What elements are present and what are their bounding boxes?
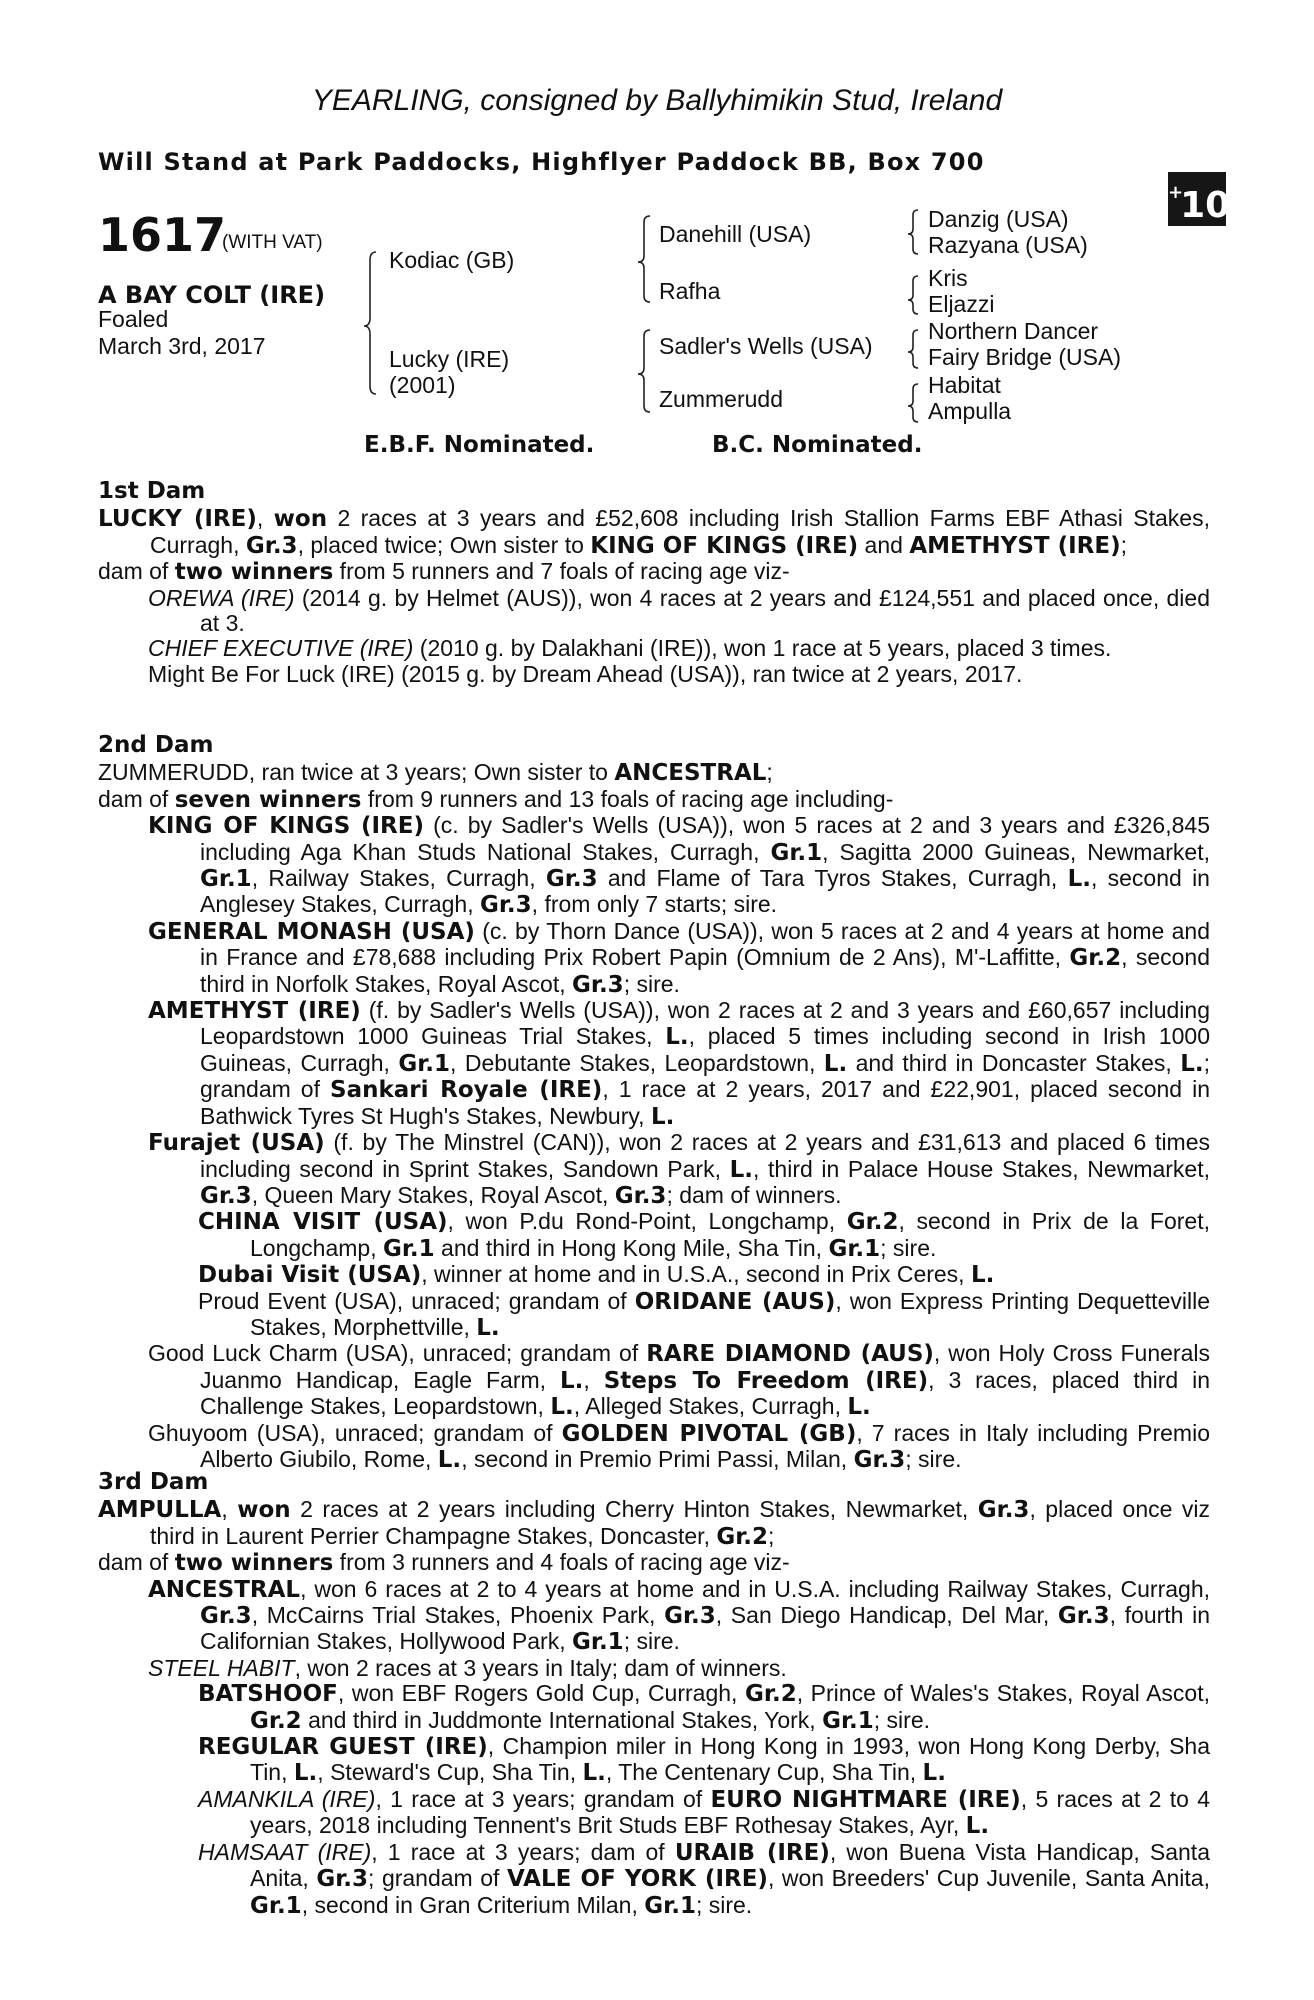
sh-name: STEEL HABIT [148, 1654, 295, 1681]
brace-gen1 [364, 252, 376, 394]
ham-uraib: URAIB (IRE) [674, 1839, 830, 1866]
bat-t1: , won EBF Rogers Gold Cup, Curragh, [337, 1680, 746, 1707]
gl-t5: , Alleged Stakes, Curragh, [573, 1393, 848, 1420]
am-t2: , placed 5 times including second in Irish 1000 Guineas, Curragh, [200, 1023, 1210, 1076]
foaled-date: March 3rd, 2017 [98, 333, 266, 359]
ham-g3: Gr.1 [644, 1892, 696, 1919]
gl-t3: , [583, 1366, 604, 1393]
lucky-amethyst: AMETHYST (IRE) [909, 532, 1121, 559]
an-g3: Gr.3 [1057, 1603, 1110, 1630]
cv-g3: Gr.1 [828, 1235, 881, 1262]
kok-t3: , Railway Stakes, Curragh, [251, 865, 546, 892]
lucky-grade: Gr.3 [245, 532, 298, 559]
ham-t6: ; sire. [695, 1891, 753, 1918]
ham-g1: Gr.3 [316, 1866, 369, 1893]
damof-a: dam of [98, 785, 175, 812]
am-t1: (f. by Sadler's Wells (USA)), won 2 races at 2 and 3 years and £60,657 including Leopardstown 1000 Guineas Trial Stakes, [200, 997, 1210, 1050]
fu-g2: Gr.3 [614, 1182, 667, 1209]
rg-t1: , Champion miler in Hong Kong in 1993, won Hong Kong Derby, Sha Tin, [250, 1733, 1210, 1786]
am-g1: Gr.1 [398, 1050, 451, 1077]
gm-t2: , second third in Norfolk Stakes, Royal Ascot, [200, 944, 1211, 997]
first-dam-heading: 1st Dam [98, 478, 206, 504]
rg-t3: , The Centenary Cup, Sha Tin, [605, 1759, 923, 1786]
damof-b: two winners [174, 559, 334, 586]
brace-gen3-4 [908, 384, 918, 422]
cv-name: CHINA VISIT (USA) [198, 1209, 448, 1236]
consignor-line: YEARLING, consigned by Ballyhimikin Stud, Ireland [311, 84, 1003, 117]
stand-location: Will Stand at Park Paddocks, Highflyer Paddock BB, Box 700 [98, 148, 985, 176]
bc-nominated: B.C. Nominated. [712, 432, 923, 458]
first-dam-section [98, 479, 1210, 687]
regular-guest-entry [98, 1734, 1210, 1787]
sh-t: , won 2 races at 3 years in Italy; dam of winners. [294, 1654, 787, 1681]
zum-a: ZUMMERUDD, ran twice at 3 years; Own sister to [98, 759, 615, 786]
rg-l2: L. [582, 1760, 606, 1787]
gl-t1: Good Luck Charm (USA), unraced; grandam of [148, 1340, 647, 1367]
an-name: ANCESTRAL [148, 1576, 301, 1603]
amk-name: AMANKILA (IRE) [198, 1785, 376, 1812]
brace-gen3-1 [908, 210, 918, 254]
gm-entry [98, 919, 1210, 998]
badge-plus: + [1168, 182, 1184, 203]
brace-gen2-sire [638, 216, 650, 302]
amp-name: AMPULLA [98, 1497, 222, 1524]
brace-gen3-3 [908, 330, 918, 368]
damof-c: from 3 runners and 4 foals of racing age viz- [333, 1549, 790, 1576]
kok-t2: , Sagitta 2000 Guineas, Newmarket, [822, 838, 1210, 865]
pe-l: L. [476, 1314, 500, 1341]
second-dam-produce [98, 787, 1210, 813]
orewa-text: (2014 g. by Helmet (AUS)), won 4 races at 2 years and £124,551 and placed once, died at 3. [200, 584, 1210, 637]
lucky-text-2: , placed twice; Own sister to [297, 531, 591, 558]
amethyst-entry [98, 998, 1210, 1130]
second-dam-section [98, 733, 1210, 1473]
pedigree-sire-sire: Danehill (USA) [659, 221, 812, 247]
rg-name: REGULAR GUEST (IRE) [198, 1734, 488, 1761]
am-t4: and third in Doncaster Stakes, [847, 1049, 1181, 1076]
lucky-kok: KING OF KINGS (IRE) [590, 532, 859, 559]
amp-t1: 2 races at 2 years including Cherry Hinton Stakes, Newmarket, [290, 1496, 978, 1523]
amp-won: won [237, 1497, 291, 1524]
gm-g2: Gr.3 [572, 971, 624, 998]
pedigree-sss: Danzig (USA) [928, 206, 1069, 232]
dubai-visit-entry [98, 1262, 1210, 1288]
fu-t3: , Queen Mary Stakes, Royal Ascot, [251, 1181, 615, 1208]
bat-t3: and third in Juddmonte International Stakes, York, [301, 1706, 823, 1733]
amp-g1: Gr.3 [977, 1497, 1030, 1524]
an-t2: , McCairns Trial Stakes, Phoenix Park, [251, 1602, 665, 1629]
fu-t4: ; dam of winners. [666, 1181, 842, 1208]
pedigree-sds: Kris [928, 265, 968, 291]
fu-name: Furajet (USA) [148, 1130, 325, 1157]
gh-name: GOLDEN PIVOTAL (GB) [561, 1420, 857, 1447]
gl-l3: L. [847, 1394, 871, 1421]
damof-a: dam of [98, 558, 175, 585]
an-t4: , fourth in Californian Stakes, Hollywood Park, [200, 1602, 1211, 1655]
gm-t3: ; sire. [623, 970, 680, 997]
fu-l1: L. [729, 1156, 754, 1183]
pedigree-dam-dam: Zummerudd [659, 386, 783, 412]
gh-t2: , 7 races in Italy including Premio Alberto Giubilo, Rome, [200, 1419, 1210, 1472]
rg-t2: , Steward's Cup, Sha Tin, [317, 1759, 583, 1786]
chief-name: CHIEF EXECUTIVE (IRE) [148, 635, 414, 662]
ham-name: HAMSAAT (IRE) [198, 1838, 372, 1865]
gl-name: RARE DIAMOND (AUS) [646, 1341, 934, 1368]
batshoof-entry [98, 1681, 1210, 1734]
am-t6: , 1 race at 2 years, 2017 and £22,901, placed second in Bathwick Tyres St Hugh's Stakes, Newbury, [200, 1076, 1211, 1129]
am-t5: ; grandam of [200, 1049, 1210, 1103]
dv-name: Dubai Visit (USA) [198, 1262, 422, 1289]
ham-t5: , second in Gran Criterium Milan, [301, 1891, 645, 1918]
am-l4: L. [650, 1103, 675, 1130]
an-g2: Gr.3 [664, 1603, 716, 1630]
pedigree-dam: Lucky (IRE) [389, 346, 510, 372]
am-name: AMETHYST (IRE) [148, 998, 361, 1025]
cv-t1: , won P.du Rond-Point, Longchamp, [447, 1208, 847, 1235]
damof-b: seven winners [174, 786, 362, 813]
pe-name: ORIDANE (AUS) [634, 1288, 836, 1315]
pedigree-dam-sire: Sadler's Wells (USA) [659, 333, 873, 359]
dv-t1: , winner at home and in U.S.A., second in Prix Ceres, [421, 1261, 971, 1288]
fu-g1: Gr.3 [200, 1182, 252, 1209]
ham-voy: VALE OF YORK (IRE) [506, 1866, 768, 1893]
good-luck-entry [98, 1341, 1210, 1420]
damof-c: from 5 runners and 7 foals of racing age viz- [333, 558, 790, 585]
am-l3: L. [1180, 1050, 1204, 1077]
orewa-name: OREWA (IRE) [148, 584, 295, 611]
gh-t1: Ghuyoom (USA), unraced; grandam of [148, 1419, 562, 1446]
bat-g1: Gr.2 [745, 1681, 797, 1708]
gl-l1: L. [559, 1367, 584, 1394]
vat-note: (WITH VAT) [222, 232, 323, 253]
gl-t2: , won Holy Cross Funerals Juanmo Handicap, Eagle Farm, [200, 1340, 1210, 1393]
amp-t2: , placed once viz third in Laurent Perrier Champagne Stakes, Doncaster, [150, 1496, 1210, 1549]
pedigree-sire-dam: Rafha [659, 278, 721, 304]
zum-c: ; [766, 759, 773, 786]
pedigree-dam-year: (2001) [389, 372, 456, 398]
pedigree-dsd: Fairy Bridge (USA) [928, 344, 1121, 370]
kok-l: L. [1067, 866, 1091, 893]
cv-t2: , second in Prix de la Foret, Longchamp, [250, 1208, 1210, 1261]
kok-t5: , second in Anglesey Stakes, Curragh, [200, 865, 1210, 918]
bat-name: BATSHOOF [198, 1681, 338, 1708]
cv-t4: ; sire. [880, 1234, 937, 1261]
ancestral-entry [98, 1577, 1210, 1656]
ham-t4: , won Breeders' Cup Juvenile, Santa Anita, [767, 1865, 1210, 1892]
might-entry: Might Be For Luck (IRE) (2015 g. by Dream Ahead (USA)), ran twice at 2 years, 2017. [148, 660, 1023, 687]
bat-g2: Gr.2 [250, 1707, 302, 1734]
third-dam-section [98, 1470, 1210, 1919]
amp-t3: ; [768, 1522, 775, 1549]
ham-t3: ; grandam of [368, 1865, 507, 1892]
amk-euro: EURO NIGHTMARE (IRE) [710, 1786, 1021, 1813]
amk-t2: , 5 races at 2 to 4 years, 2018 including Tennent's Brit Studs EBF Rothesay Stakes, Ayr, [250, 1785, 1211, 1839]
damof-a: dam of [98, 1549, 175, 1576]
horse-description: A BAY COLT (IRE) [98, 281, 326, 309]
gm-t1: (c. by Thorn Dance (USA)), won 5 races at 2 and 4 years at home and in France and £78,688 including Prix Robert Papin (Omnium de 2 Ans), M'-Laffitte, [200, 917, 1210, 971]
gm-name: GENERAL MONASH (USA) [148, 918, 475, 945]
brace-gen2-dam [638, 330, 650, 412]
rg-l1: L. [293, 1760, 318, 1787]
pedigree-sdd: Eljazzi [928, 291, 995, 317]
chief-entry [98, 636, 1210, 661]
pedigree-ssd: Razyana (USA) [928, 232, 1088, 258]
fu-t1: (f. by The Minstrel (CAN)), won 2 races at 2 years and £31,613 and placed 6 times including second in Sprint Stakes, Sandown Park, [200, 1129, 1211, 1182]
zum-b: ANCESTRAL [614, 760, 767, 787]
china-visit-entry [98, 1209, 1210, 1262]
hamsaat-entry [98, 1840, 1210, 1919]
furajet-entry [98, 1130, 1210, 1209]
brace-gen3-2 [908, 276, 918, 314]
kok-g4: Gr.3 [479, 892, 532, 919]
pedigree-dss: Northern Dancer [928, 318, 1099, 344]
gh-g: Gr.3 [853, 1446, 906, 1473]
second-dam-heading: 2nd Dam [98, 732, 214, 758]
gl-steps: Steps To Freedom (IRE) [603, 1367, 929, 1394]
gh-l: L. [437, 1446, 462, 1473]
kok-t6: , from only 7 starts; sire. [531, 891, 778, 918]
lucky-text-3: and [858, 531, 910, 558]
am-sank: Sankari Royale (IRE) [330, 1077, 603, 1104]
amk-l: L. [965, 1813, 990, 1840]
ham-g2: Gr.1 [250, 1892, 302, 1919]
pe-t1: Proud Event (USA), unraced; grandam of [198, 1287, 635, 1314]
proud-event-entry [98, 1289, 1210, 1342]
pedigree-dds: Habitat [928, 372, 1001, 398]
kok-entry [98, 813, 1210, 919]
gl-t4: , 3 races, placed third in Challenge Stakes, Leopardstown, [200, 1366, 1211, 1420]
ham-t1: , 1 race at 3 years; dam of [371, 1838, 675, 1865]
first-dam-produce [98, 559, 1210, 585]
zummerudd-entry [98, 760, 1210, 786]
orewa-entry [98, 586, 1210, 637]
ghuyoom-entry [98, 1421, 1210, 1474]
an-t3: , San Diego Handicap, Del Mar, [715, 1602, 1058, 1629]
am-t3: , Debutante Stakes, Leopardstown, [450, 1049, 824, 1076]
steel-habit-entry [98, 1656, 1210, 1681]
bat-t2: , Prince of Wales's Stakes, Royal Ascot, [796, 1680, 1211, 1707]
cv-g2: Gr.1 [382, 1235, 435, 1262]
lucky-entry: LUCKY (IRE), won 2 races at 3 years and £52,608 including Irish Stallion Farms EBF Athasi Stakes, Curragh, Gr.3, placed twice; Own sister to KING OF KINGS (IRE) and AMETHYST (IRE); [98, 505, 1210, 559]
lot-number: 1617 [98, 208, 227, 262]
dv-l: L. [970, 1262, 995, 1289]
bat-t4: ; sire. [873, 1706, 930, 1733]
lucky-name: LUCKY (IRE) [98, 506, 257, 533]
damof-c: from 9 runners and 13 foals of racing age including- [361, 785, 894, 812]
pedigree-braces [0, 0, 1314, 460]
an-t1: , won 6 races at 2 to 4 years at home and in U.S.A. including Railway Stakes, Curragh, [300, 1575, 1210, 1602]
gl-l2: L. [550, 1394, 574, 1421]
an-g4: Gr.1 [572, 1629, 624, 1656]
lucky-text-1: 2 races at 3 years and £52,608 including Irish Stallion Farms EBF Athasi Stakes, Curragh, [150, 505, 1210, 558]
ebf-nominated: E.B.F. Nominated. [364, 432, 595, 458]
kok-g3: Gr.3 [545, 866, 598, 893]
pedigree-ddd: Ampulla [928, 398, 1012, 424]
an-g1: Gr.3 [200, 1603, 252, 1630]
lucky-won: won [273, 506, 328, 533]
ham-t2: , won Buena Vista Handicap, Santa Anita, [250, 1838, 1210, 1892]
gm-g1: Gr.2 [1069, 945, 1122, 972]
chief-text: (2010 g. by Dalakhani (IRE)), won 1 race at 5 years, placed 3 times. [413, 635, 1112, 662]
third-dam-produce [98, 1550, 1210, 1576]
amankila-entry [98, 1787, 1210, 1840]
amp-g2: Gr.2 [716, 1523, 769, 1550]
am-l2: L. [823, 1050, 848, 1077]
kok-name: KING OF KINGS (IRE) [148, 813, 424, 840]
bat-g3: Gr.1 [822, 1707, 874, 1734]
ampulla-entry: AMPULLA, won 2 races at 2 years including Cherry Hinton Stakes, Newmarket, Gr.3, placed once viz third in Laurent Perrier Champagne Stakes, Doncaster, Gr.2; [98, 1496, 1210, 1550]
third-dam-heading: 3rd Dam [98, 1469, 209, 1495]
fu-t2: , third in Palace House Stakes, Newmarket, [753, 1155, 1210, 1182]
pedigree-sire: Kodiac (GB) [389, 247, 515, 273]
badge-number: 10 [1180, 185, 1231, 226]
pe-t2: , won Express Printing Dequetteville Stakes, Morphettville, [250, 1287, 1210, 1340]
gh-t4: ; sire. [905, 1445, 962, 1472]
damof-b: two winners [174, 1550, 334, 1577]
rg-l3: L. [922, 1760, 946, 1787]
kok-g1: Gr.1 [770, 839, 823, 866]
lucky-text-4: ; [1120, 531, 1127, 558]
amk-t1: , 1 race at 3 years; grandam of [375, 1785, 711, 1812]
kok-g2: Gr.1 [200, 866, 252, 893]
gh-t3: , second in Premio Primi Passi, Milan, [461, 1445, 854, 1472]
an-t5: ; sire. [623, 1628, 680, 1655]
am-l1: L. [665, 1024, 689, 1051]
kok-t4: and Flame of Tara Tyros Stakes, Curragh, [597, 865, 1068, 892]
cv-g1: Gr.2 [846, 1209, 899, 1236]
cv-t3: and third in Hong Kong Mile, Sha Tin, [434, 1234, 829, 1261]
foaled-label: Foaled [98, 306, 169, 332]
kok-t1: (c. by Sadler's Wells (USA)), won 5 races at 2 and 3 years and £326,845 including Aga Khan Studs National Stakes, Curragh, [200, 812, 1210, 865]
